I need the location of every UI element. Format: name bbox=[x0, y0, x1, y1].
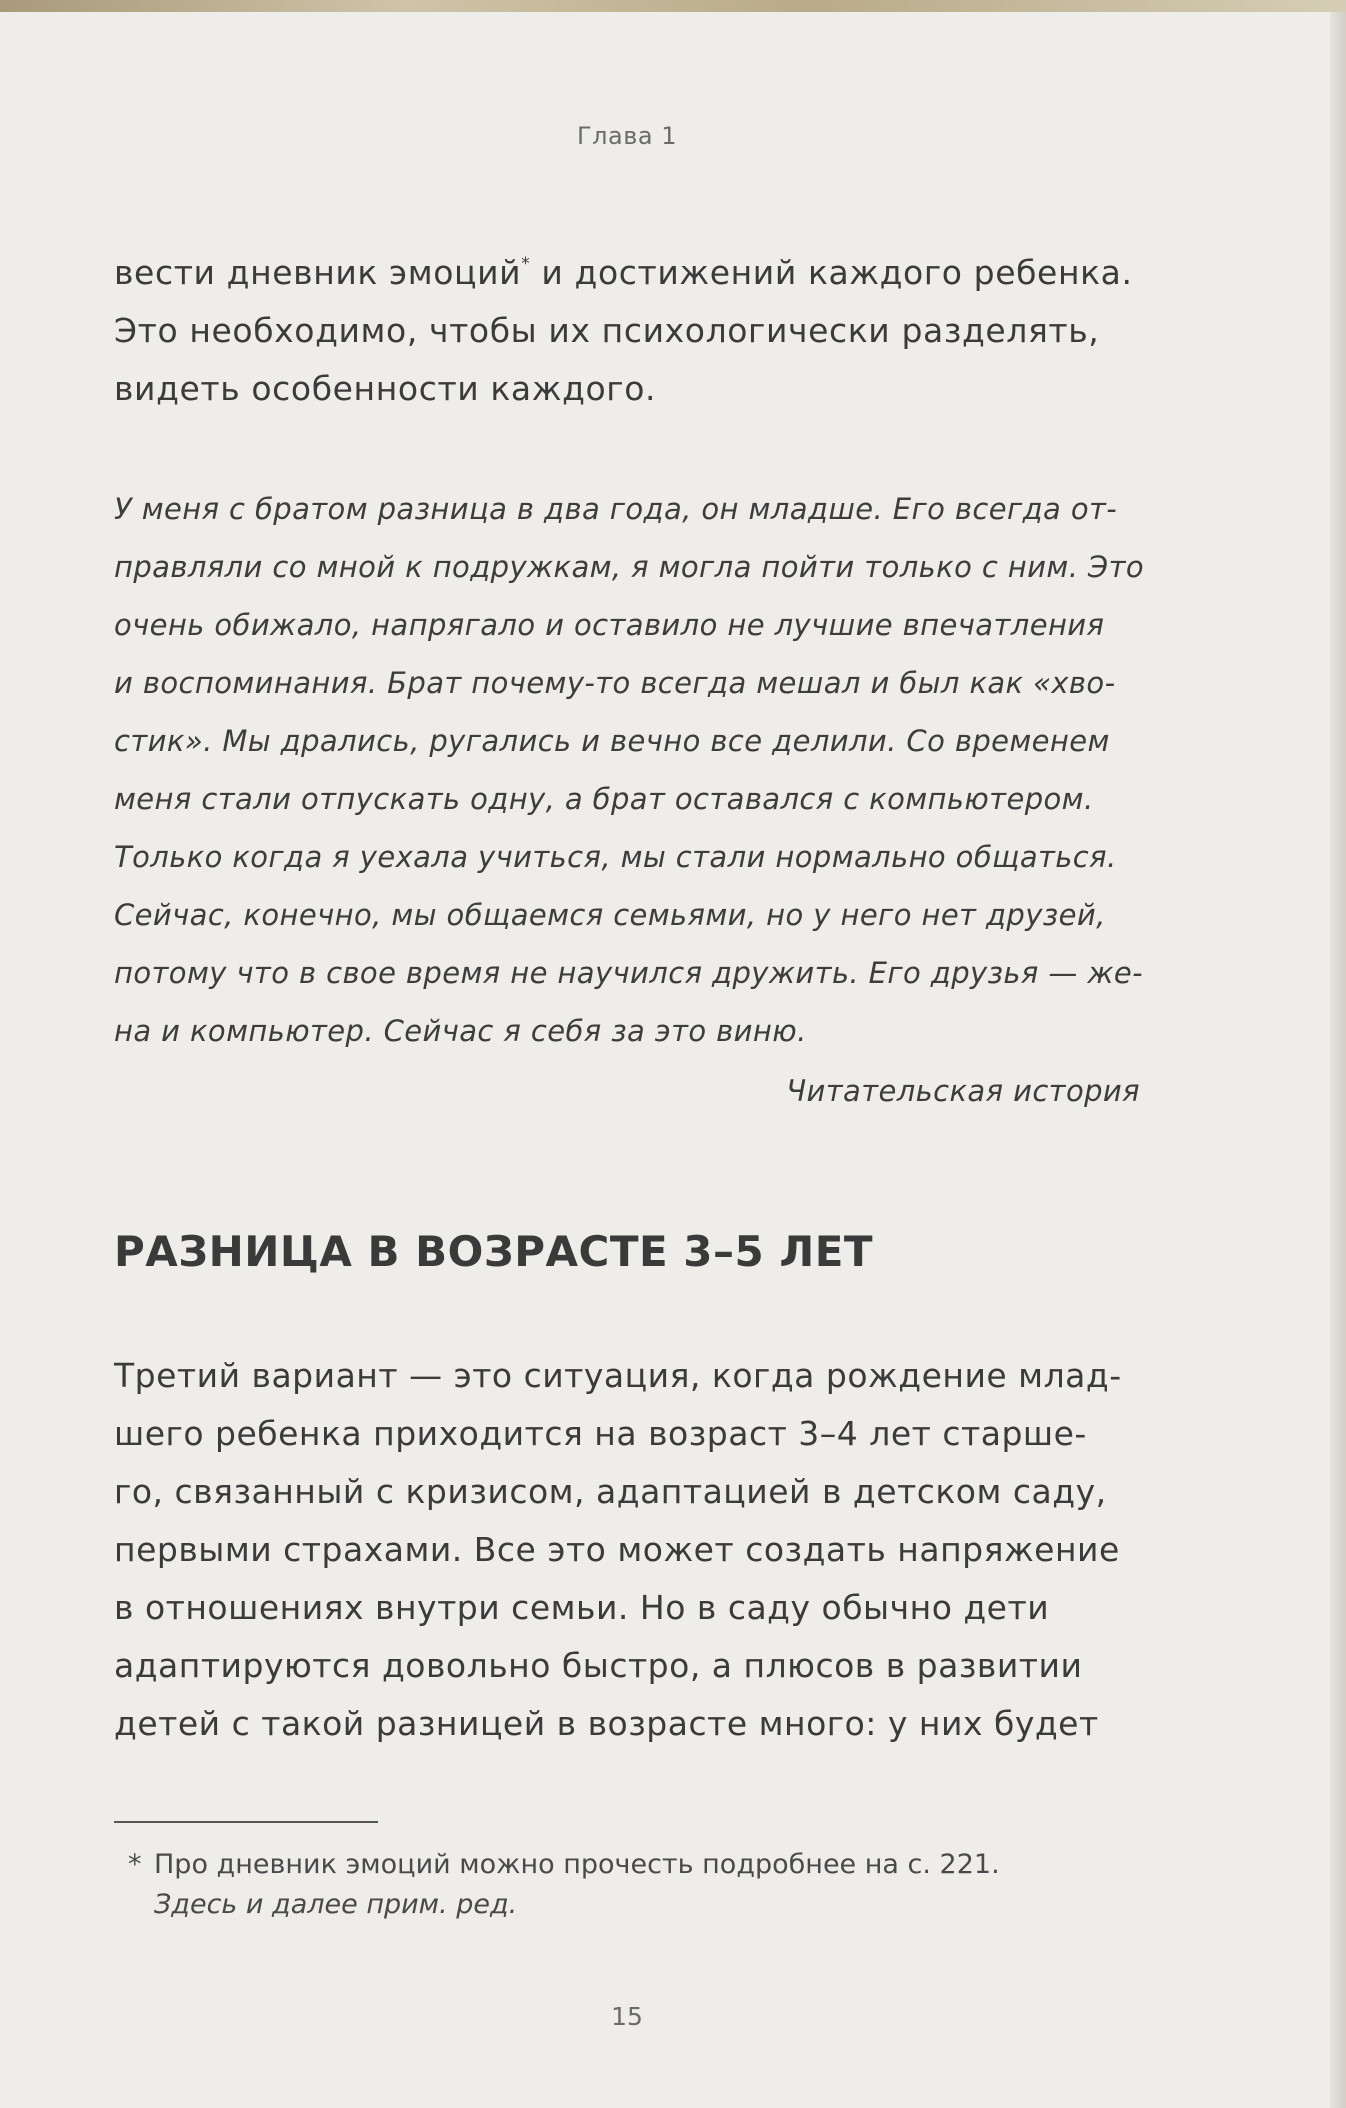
editor-note: Здесь и далее прим. ред. bbox=[154, 1889, 518, 1920]
text-line: Только когда я уехала учиться, мы стали нормально общаться. bbox=[114, 840, 1117, 874]
text-line: и воспоминания. Брат почему-то всегда мешал и был как «хво- bbox=[114, 666, 1116, 700]
footnote-text: Про дневник эмоций можно прочесть подробнее на с. 221. bbox=[154, 1849, 1000, 1880]
section-heading: РАЗНИЦА В ВОЗРАСТЕ 3–5 ЛЕТ bbox=[114, 1227, 874, 1276]
text-line: на и компьютер. Сейчас я себя за это виню. bbox=[114, 1014, 807, 1048]
text-line: правляли со мной к подружкам, я могла пойти только с ним. Это bbox=[114, 550, 1145, 584]
page-edge bbox=[1330, 12, 1346, 2108]
text-line: потому что в свое время не научился дружить. Его друзья — же- bbox=[114, 956, 1144, 990]
text-line: вести дневник эмоций* и достижений каждого ребенка. bbox=[114, 253, 1133, 292]
text-line: первыми страхами. Все это может создать напряжение bbox=[114, 1530, 1120, 1569]
book-top-edge bbox=[0, 0, 1346, 12]
text-line: адаптируются довольно быстро, а плюсов в развитии bbox=[114, 1646, 1083, 1685]
footnote bbox=[128, 1845, 1000, 1925]
story-attribution: Читательская история bbox=[786, 1074, 1140, 1108]
footnote-marker: * bbox=[128, 1849, 142, 1880]
text-line: го, связанный с кризисом, адаптацией в детском саду, bbox=[114, 1472, 1107, 1511]
running-header: Глава 1 bbox=[577, 122, 677, 150]
text-line: шего ребенка приходится на возраст 3–4 лет старше- bbox=[114, 1414, 1087, 1453]
text-line: в отношениях внутри семьи. Но в саду обычно дети bbox=[114, 1588, 1050, 1627]
text-line: стик». Мы дрались, ругались и вечно все делили. Со временем bbox=[114, 724, 1110, 758]
reader-story bbox=[114, 480, 1145, 1122]
text-line: Сейчас, конечно, мы общаемся семьями, но у него нет друзей, bbox=[114, 898, 1106, 932]
text-line: Это необходимо, чтобы их психологически разделять, bbox=[114, 311, 1100, 350]
text-line: меня стали отпускать одну, а брат оставался с компьютером. bbox=[114, 782, 1094, 816]
footnote-divider bbox=[114, 1821, 378, 1823]
main-paragraph bbox=[114, 1347, 1140, 1753]
text-line: очень обижало, напрягало и оставило не лучшие впечатления bbox=[114, 608, 1105, 642]
text-line: видеть особенности каждого. bbox=[114, 369, 657, 408]
book-page bbox=[0, 12, 1346, 2108]
intro-paragraph bbox=[114, 244, 1140, 418]
text-line: Третий вариант — это ситуация, когда рождение млад- bbox=[114, 1356, 1122, 1395]
footnote-marker: * bbox=[521, 254, 531, 274]
page-number: 15 bbox=[611, 2002, 643, 2031]
text-line: У меня с братом разница в два года, он младше. Его всегда от- bbox=[114, 492, 1118, 526]
text-line: детей с такой разницей в возрасте много: у них будет bbox=[114, 1704, 1099, 1743]
